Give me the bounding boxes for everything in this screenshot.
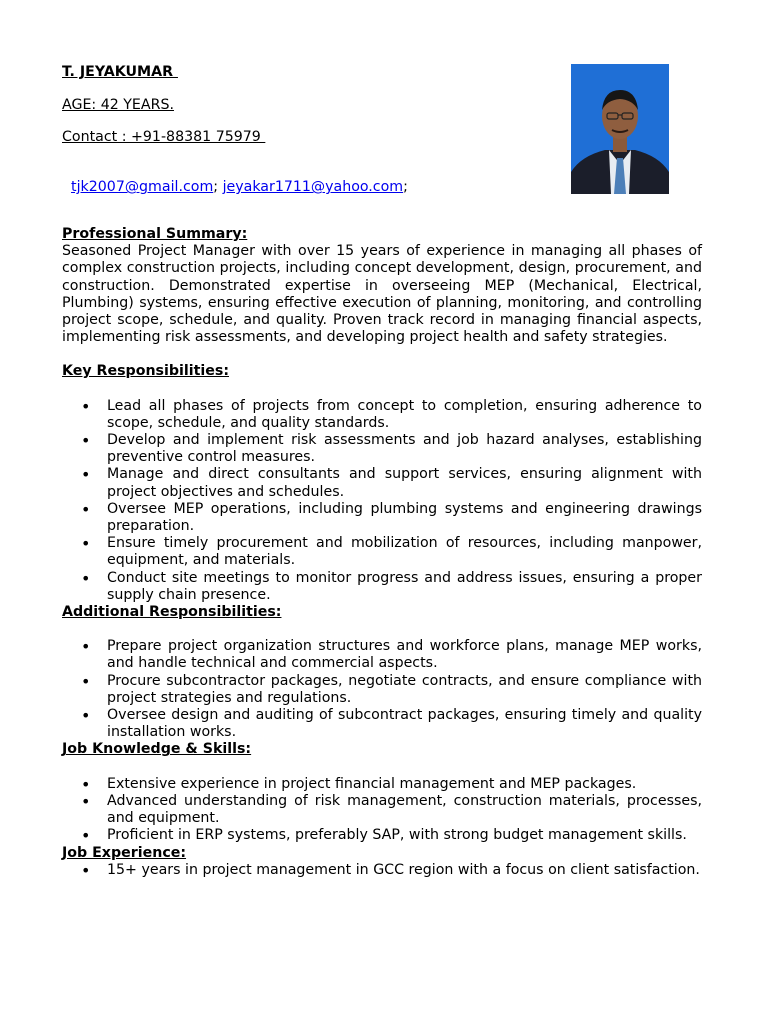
list-item: • Oversee MEP operations, including plumbing systems and engineering drawings preparation. — [62, 501, 702, 535]
list-item: • Manage and direct consultants and support services, ensuring alignment with project objectives and schedules. — [62, 466, 702, 500]
list-item: • Procure subcontractor packages, negotiate contracts, and ensure compliance with project strategies and regulations. — [62, 673, 702, 707]
candidate-age: AGE: 42 YEARS. — [62, 97, 174, 113]
contact-phone: Contact : +91-88381 75979 — [62, 129, 266, 145]
additional-responsibilities-heading: Additional Responsibilities: — [62, 604, 282, 621]
key-responsibilities-heading: Key Responsibilities: — [62, 363, 229, 380]
list-item: • Proficient in ERP systems, preferably SAP, with strong budget management skills. — [62, 827, 702, 844]
list-item: • Ensure timely procurement and mobilization of resources, including manpower, equipment, and materials. — [62, 535, 702, 569]
profile-photo — [571, 64, 669, 194]
list-item: • Conduct site meetings to monitor progress and address issues, ensuring a proper supply chain presence. — [62, 570, 702, 604]
skills-heading: Job Knowledge & Skills: — [62, 741, 252, 758]
key-responsibilities-list — [62, 398, 702, 604]
list-item: • Oversee design and auditing of subcontract packages, ensuring timely and quality installation works. — [62, 707, 702, 741]
list-item: • Lead all phases of projects from concept to completion, ensuring adherence to scope, schedule, and quality standards. — [62, 398, 702, 432]
resume-body — [62, 226, 702, 879]
list-item: • Develop and implement risk assessments and job hazard analyses, establishing preventive control measures. — [62, 432, 702, 466]
email-link-gmail[interactable]: tjk2007@gmail.com — [71, 179, 214, 196]
summary-text: Seasoned Project Manager with over 15 years of experience in managing all phases of complex construction projects, including concept development, design, procurement, and construction. Demonstrated expertise in overseeing MEP (Mechanical, Electrical, Plumbing) systems, ensuring effective execution of planning, monitoring, and controlling project scope, schedule, and quality. Proven track record in managing financial aspects, implementing risk assessments, and developing project health and safety strategies. — [62, 243, 702, 346]
additional-responsibilities-list — [62, 638, 702, 741]
email-line — [62, 162, 408, 196]
email-link-yahoo[interactable]: jeyakar1711@yahoo.com — [222, 179, 404, 196]
list-item: • 15+ years in project management in GCC region with a focus on client satisfaction. — [62, 862, 702, 879]
email-separator-end: ; — [403, 179, 408, 196]
list-item: • Extensive experience in project financial management and MEP packages. — [62, 776, 702, 793]
candidate-name: T. JEYAKUMAR — [62, 64, 178, 80]
email-separator: ; — [213, 179, 223, 196]
list-item: • Advanced understanding of risk management, construction materials, processes, and equipment. — [62, 793, 702, 827]
list-item: • Prepare project organization structures and workforce plans, manage MEP works, and handle technical and commercial aspects. — [62, 638, 702, 672]
summary-heading: Professional Summary: — [62, 226, 248, 242]
experience-list — [62, 862, 702, 879]
skills-list — [62, 776, 702, 845]
portrait-illustration — [571, 64, 669, 194]
experience-heading: Job Experience: — [62, 844, 187, 861]
